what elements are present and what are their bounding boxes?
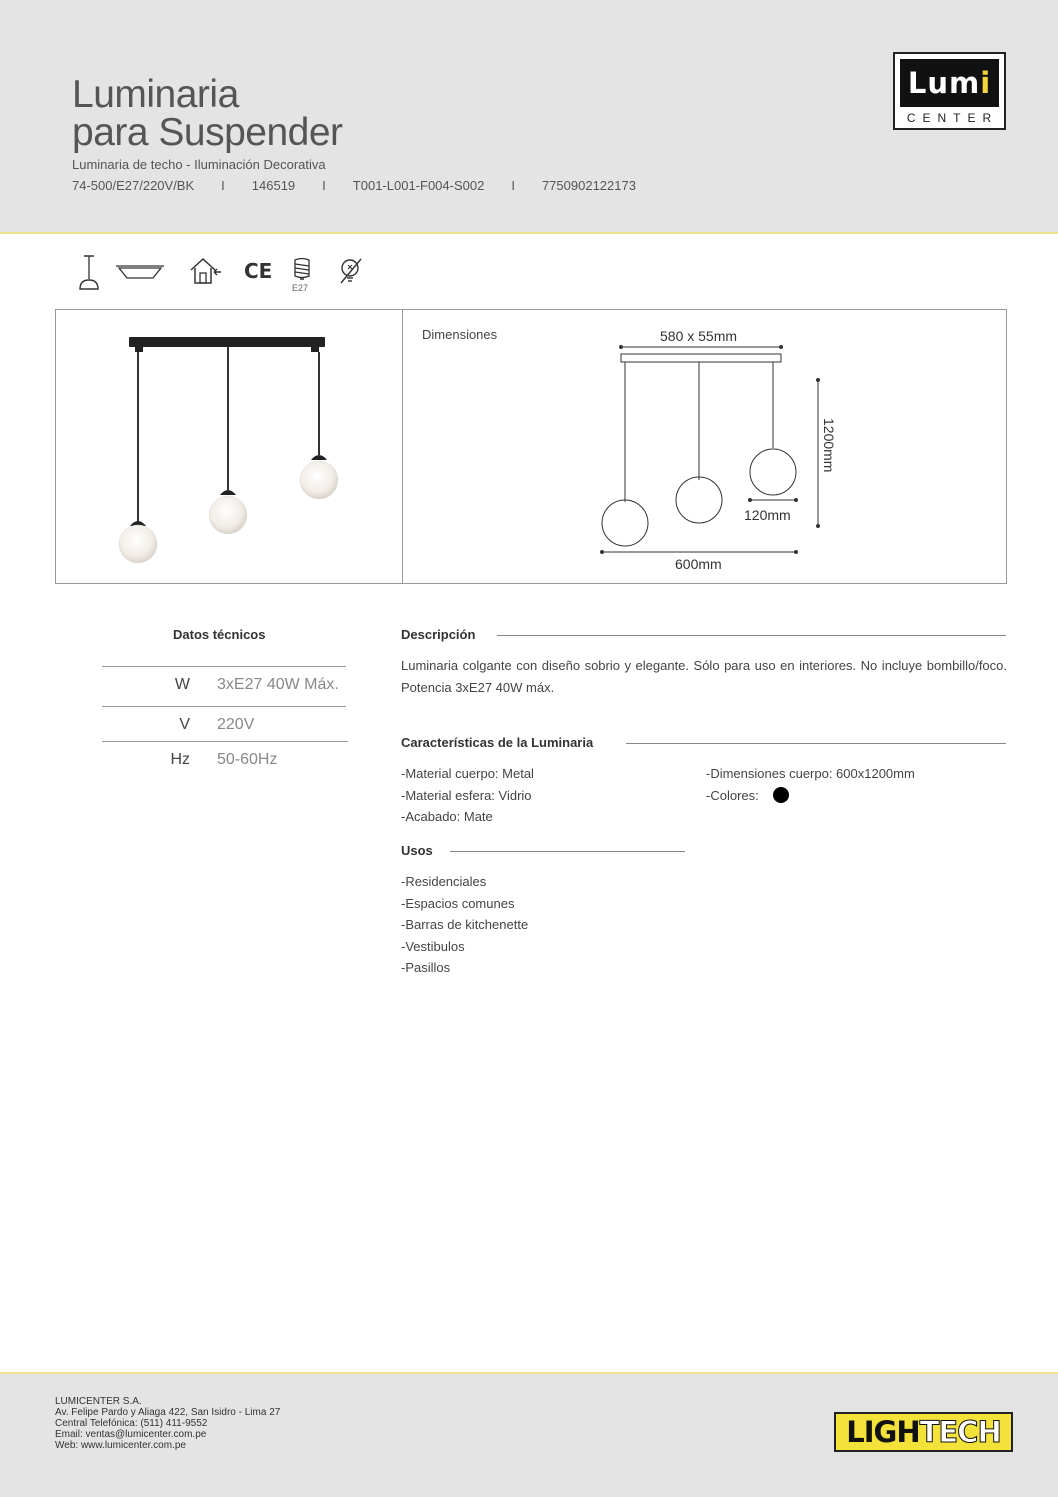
caracteristicas-left-list bbox=[401, 763, 534, 828]
list-item bbox=[706, 785, 915, 807]
logo-subtext: CENTER bbox=[906, 111, 999, 125]
dim-width-label: 600mm bbox=[675, 556, 722, 572]
list-item: -Material esfera: Vidrio bbox=[401, 787, 532, 803]
descripcion-text: Luminaria colgante con diseño sobrio y elegante. Sólo para uso en interiores. No incluye bombillo/foco. Potencia 3xE27 40W máx. bbox=[401, 658, 1007, 695]
logo-mark: Lumi bbox=[900, 59, 999, 107]
datos-row-watts bbox=[102, 666, 346, 704]
color-swatch-black bbox=[773, 787, 789, 803]
code-separator: I bbox=[511, 178, 515, 193]
dim-sphere-label: 120mm bbox=[744, 507, 791, 523]
indoor-use-icon bbox=[189, 257, 223, 285]
e27-label: E27 bbox=[292, 283, 309, 293]
pendant-lamp-icon bbox=[76, 255, 102, 293]
product-codes bbox=[72, 178, 636, 193]
company-phone: Central Telefónica: (511) 411-9552 bbox=[55, 1418, 208, 1429]
list-item: -Residenciales bbox=[401, 874, 487, 889]
code-model: 74-500/E27/220V/BK bbox=[72, 178, 195, 193]
usos-rule bbox=[450, 851, 685, 852]
list-item: -Pasillos bbox=[401, 960, 451, 975]
datos-value: 3xE27 40W Máx. bbox=[217, 676, 339, 693]
list-item: -Material cuerpo: Metal bbox=[401, 766, 534, 781]
list-item: -Dimensiones cuerpo: 600x1200mm bbox=[706, 766, 915, 781]
company-web: Web: www.lumicenter.com.pe bbox=[55, 1440, 186, 1451]
title-line-2: para Suspender bbox=[72, 111, 343, 154]
code-separator: I bbox=[221, 178, 225, 193]
company-address: Av. Felipe Pardo y Aliaga 422, San Isidro - Lima 27 bbox=[55, 1407, 281, 1418]
page-title bbox=[72, 73, 343, 154]
caracteristicas-title: Características de la Luminaria bbox=[401, 735, 594, 750]
dim-height-label: 1200mm bbox=[821, 418, 837, 473]
list-item: -Acabado: Mate bbox=[401, 809, 493, 824]
caracteristicas-right-list bbox=[706, 763, 915, 806]
datos-key: V bbox=[179, 716, 190, 733]
datos-key: Hz bbox=[170, 751, 190, 768]
usos-title: Usos bbox=[401, 843, 433, 858]
lightech-logo: LIGHTECH bbox=[834, 1412, 1013, 1452]
company-email: Email: ventas@lumicenter.com.pe bbox=[55, 1429, 207, 1440]
company-info bbox=[55, 1396, 280, 1451]
code-separator: I bbox=[322, 178, 326, 193]
subtitle: Luminaria de techo - Iluminación Decorativa bbox=[72, 157, 326, 172]
title-line-1: Luminaria bbox=[72, 73, 239, 116]
header-band bbox=[0, 0, 1058, 234]
descripcion-rule bbox=[497, 635, 1006, 636]
ce-mark-icon bbox=[244, 259, 272, 281]
datos-value: 220V bbox=[217, 716, 255, 733]
datos-value: 50-60Hz bbox=[217, 751, 278, 768]
svg-text:CE: CE bbox=[244, 259, 272, 281]
e27-bulb-icon bbox=[292, 257, 312, 283]
dimensions-label: Dimensiones bbox=[422, 327, 498, 342]
product-photo bbox=[56, 310, 402, 585]
dimension-drawing bbox=[403, 310, 1007, 585]
datos-row-frequency bbox=[102, 741, 348, 779]
usos-list bbox=[401, 871, 528, 979]
caracteristicas-rule bbox=[626, 743, 1006, 744]
ceiling-canopy-icon bbox=[116, 263, 164, 283]
product-image-panel bbox=[55, 309, 1007, 584]
dim-top-label: 580 x 55mm bbox=[660, 328, 738, 344]
footer-band bbox=[0, 1372, 1058, 1497]
list-item: -Vestibulos bbox=[401, 938, 465, 954]
list-item: -Barras de kitchenette bbox=[401, 917, 529, 932]
lumicenter-logo bbox=[893, 52, 1006, 130]
datos-key: W bbox=[174, 676, 190, 693]
descripcion-title: Descripción bbox=[401, 627, 476, 642]
datos-tecnicos-title: Datos técnicos bbox=[173, 627, 266, 642]
datos-row-voltage bbox=[102, 706, 346, 744]
code-reference: T001-L001-F004-S002 bbox=[352, 178, 485, 193]
code-barcode: 7750902122173 bbox=[541, 178, 636, 193]
no-dimmer-icon bbox=[339, 257, 363, 285]
company-name: LUMICENTER S.A. bbox=[55, 1396, 142, 1407]
list-item: -Espacios comunes bbox=[401, 895, 515, 911]
code-sku: 146519 bbox=[251, 178, 296, 193]
colores-label: -Colores: bbox=[706, 787, 759, 803]
